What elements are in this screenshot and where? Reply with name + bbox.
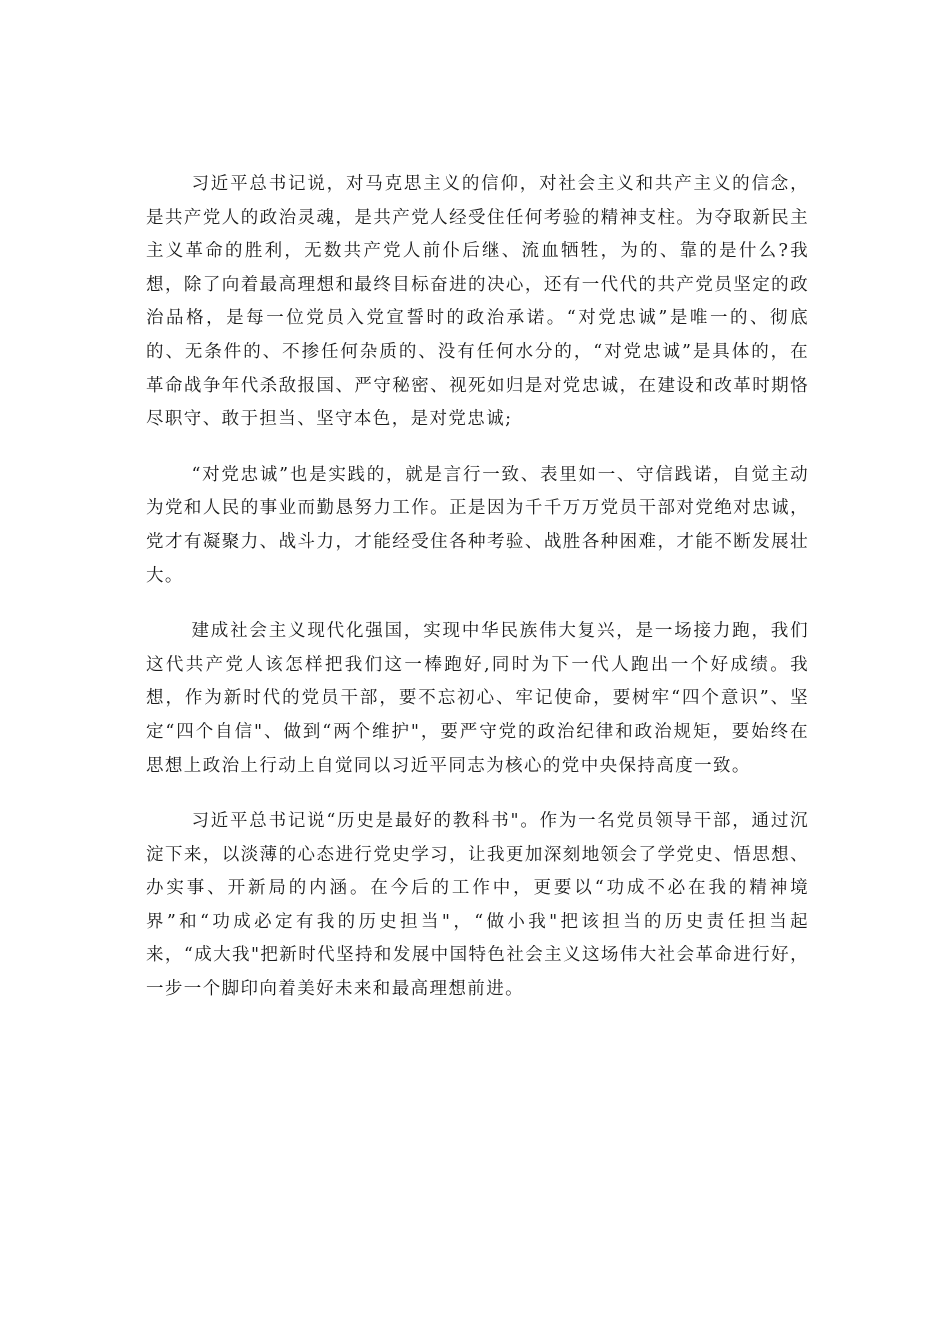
paragraph-4: 习近平总书记说“历史是最好的教科书"。作为一名党员领导干部，通过沉淀下来，以淡薄的心态进行党史学习，让我更加深刻地领会了学党史、悟思想、办实事、开新局的内涵。在今后的工作中，更要以“功成不必在我的精神境界”和“功成必定有我的历史担当"，“做小我"把该担当的历史责任担当起来，“成大我"把新时代坚持和发展中国特色社会主义这场伟大社会革命进行好，一步一个脚印向着美好未来和最高理想前进。 [146,811,809,1000]
paragraph-1: 习近平总书记说，对马克思主义的信仰，对社会主义和共产主义的信念，是共产党人的政治灵魂，是共产党人经受住任何考验的精神支柱。为夺取新民主主义革命的胜利，无数共产党人前仆后继、流血牺牲，为的、靠的是什么?我想，除了向着最高理想和最终目标奋进的决心，还有一代代的共产党员坚定的政治品格，是每一位党员入党宣誓时的政治承诺。“对党忠诚”是唯一的、彻底的、无条件的、不掺任何杂质的、没有任何水分的，“对党忠诚”是具体的，在革命战争年代杀敌报国、严守秘密、视死如归是对党忠诚，在建设和改革时期恪尽职守、敢于担当、坚守本色，是对党忠诚; [146,174,809,430]
document-body [146,168,809,1029]
paragraph-3: 建成社会主义现代化强国，实现中华民族伟大复兴，是一场接力跑，我们这代共产党人该怎样把我们这一棒跑好,同时为下一代人跑出一个好成绩。我想，作为新时代的党员干部，要不忘初心、牢记使命，要树牢“四个意识”、坚定“四个自信"、做到“两个维护"，要严守党的政治纪律和政治规矩，要始终在思想上政治上行动上自觉同以习近平同志为核心的党中央保持高度一致。 [146,621,809,776]
paragraph-2: “对党忠诚”也是实践的，就是言行一致、表里如一、守信践诺，自觉主动为党和人民的事业而勤恳努力工作。正是因为千千万万党员干部对党绝对忠诚，党才有凝聚力、战斗力，才能经受住各种考验、战胜各种困难，才能不断发展壮大。 [146,464,809,586]
